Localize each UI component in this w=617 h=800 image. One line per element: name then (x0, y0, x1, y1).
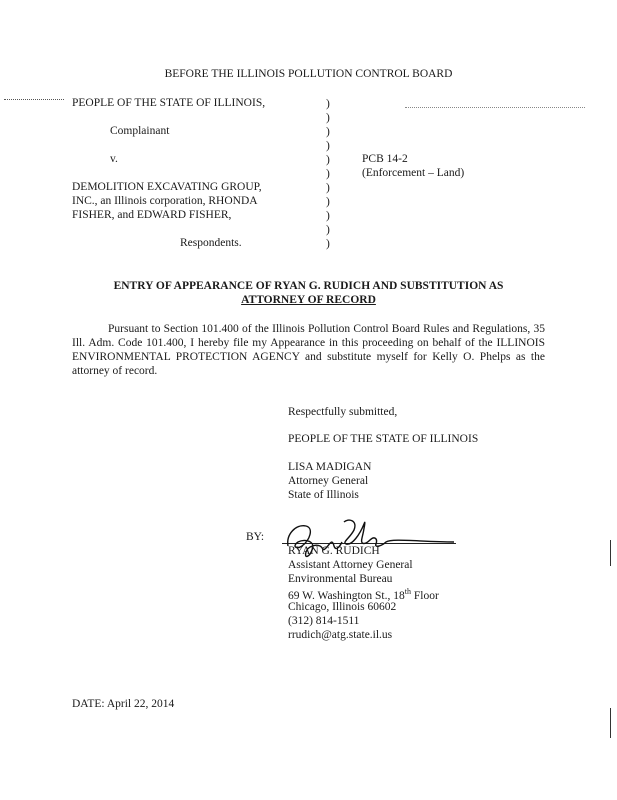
caption-paren: ) (326, 238, 330, 250)
defendant-line-2: INC., an Illinois corporation, RHONDA (72, 195, 258, 207)
filing-date: DATE: April 22, 2014 (72, 698, 175, 710)
signer-phone: (312) 814-1511 (288, 615, 360, 627)
signer-title: Assistant Attorney General (288, 559, 413, 571)
caption-paren: ) (326, 182, 330, 194)
address-street: 69 W. Washington St., 18 (288, 589, 405, 602)
ag-title: Attorney General (288, 475, 369, 487)
document-title-line-1: ENTRY OF APPEARANCE OF RYAN G. RUDICH AND SUBSTITUTION AS (113, 280, 504, 292)
scan-artifact-edge (610, 540, 611, 566)
plaintiff-role: Complainant (110, 125, 170, 137)
signer-email: rrudich@atg.state.il.us (288, 629, 393, 641)
plaintiff-name: PEOPLE OF THE STATE OF ILLINOIS, (72, 97, 266, 109)
by-label: BY: (246, 531, 265, 543)
address-floor: Floor (411, 589, 439, 602)
scan-artifact-left (4, 99, 64, 100)
body-paragraph: Pursuant to Section 101.400 of the Illinois Pollution Control Board Rules and Regulations, 35 Ill. Adm. Code 101.400, I hereby file my Appearance in this proceeding on behalf of the ILLINOIS ENVIRONMENTAL PROTECTION AGENCY and substitute myself for Kelly O. Phelps as the attorney of record. (72, 323, 545, 377)
signer-name: RYAN G. RUDICH (288, 545, 380, 557)
signer-bureau: Environmental Bureau (288, 573, 393, 585)
caption-paren: ) (326, 126, 330, 138)
caption-paren: ) (326, 196, 330, 208)
signer-address (288, 587, 439, 602)
defendant-line-1: DEMOLITION EXCAVATING GROUP, (72, 181, 262, 193)
caption-paren: ) (326, 140, 330, 152)
case-type: (Enforcement – Land) (362, 167, 465, 179)
caption-paren: ) (326, 154, 330, 166)
scan-artifact-right (405, 107, 585, 108)
ag-name: LISA MADIGAN (288, 461, 372, 473)
defendant-role: Respondents. (180, 237, 242, 249)
party-name: PEOPLE OF THE STATE OF ILLINOIS (288, 433, 479, 445)
caption-paren: ) (326, 210, 330, 222)
scan-artifact-edge (610, 708, 611, 738)
caption-paren: ) (326, 98, 330, 110)
caption-paren: ) (326, 224, 330, 236)
document-title-line-2: ATTORNEY OF RECORD (241, 294, 376, 306)
versus: v. (110, 153, 118, 165)
board-title: BEFORE THE ILLINOIS POLLUTION CONTROL BOARD (164, 68, 453, 80)
case-number: PCB 14-2 (362, 153, 408, 165)
defendant-line-3: FISHER, and EDWARD FISHER, (72, 209, 232, 221)
closing: Respectfully submitted, (288, 406, 398, 418)
caption-paren: ) (326, 168, 330, 180)
address-ordinal: th (404, 587, 411, 596)
signer-city: Chicago, Illinois 60602 (288, 601, 397, 613)
ag-state: State of Illinois (288, 489, 359, 501)
caption-paren: ) (326, 112, 330, 124)
